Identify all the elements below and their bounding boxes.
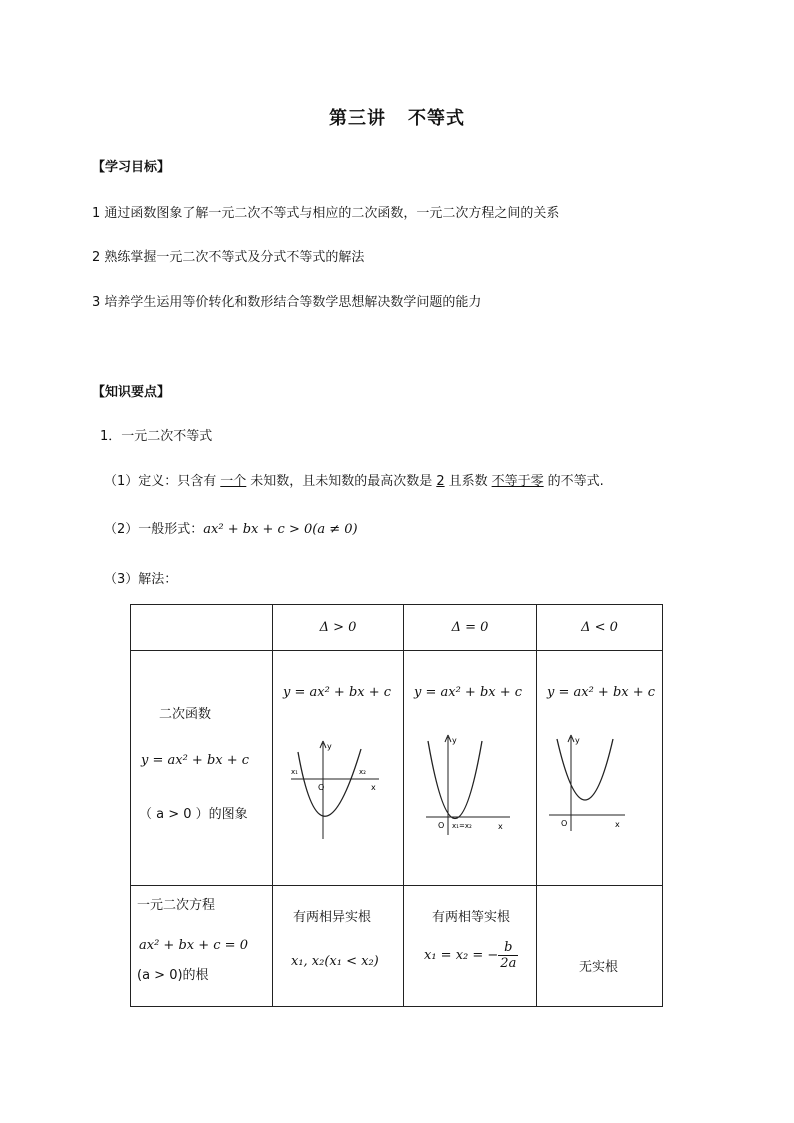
def-mid-1: 未知数，且未知数的最高次数是 <box>250 474 433 489</box>
title-sub: 不等式 <box>408 108 465 129</box>
parabola-curve <box>428 741 482 819</box>
table-row-roots <box>131 886 663 1007</box>
parabola-two-roots-graph <box>283 737 393 847</box>
roots-cell-zero <box>404 886 537 1007</box>
graph-cell-positive <box>273 651 404 886</box>
two-distinct-roots-formula: x₁, x₂(x₁ < x₂) <box>291 954 379 969</box>
graph-cell-zero <box>404 651 537 886</box>
svg-text:x₂: x₂ <box>359 768 366 776</box>
roots-cell-negative <box>537 886 663 1007</box>
svg-text:x₁=x₂: x₁=x₂ <box>452 822 472 830</box>
header-delta-zero: Δ = 0 <box>404 605 537 651</box>
header-delta-positive: Δ > 0 <box>273 605 404 651</box>
row-label-function <box>131 651 273 886</box>
svg-text:O: O <box>318 783 325 792</box>
equation-label: 一元二次方程 <box>137 898 216 913</box>
method-line: （3）解法： <box>104 572 178 587</box>
def-blank-3: 不等于零 <box>491 474 544 489</box>
two-distinct-roots-text: 有两相异实根 <box>293 910 372 925</box>
parabola-curve <box>557 739 613 800</box>
general-form-line <box>104 518 358 537</box>
no-real-roots-text: 无实根 <box>579 960 619 975</box>
svg-text:x: x <box>371 783 376 792</box>
function-condition: （ a > 0 ）的图象 <box>139 807 248 822</box>
general-prefix: （2）一般形式： <box>104 522 204 537</box>
svg-text:O: O <box>561 819 568 828</box>
solution-table <box>130 604 663 1007</box>
graph-formula-zero: y = ax² + bx + c <box>414 685 523 700</box>
equation-formula: ax² + bx + c = 0 <box>139 938 248 953</box>
def-suffix: 的不等式. <box>547 474 604 489</box>
def-blank-1: 一个 <box>220 474 247 489</box>
function-label: 二次函数 <box>159 707 212 722</box>
graph-formula-negative: y = ax² + bx + c <box>547 685 656 700</box>
parabola-no-root-graph <box>545 731 655 851</box>
goal-item-1: 1 通过函数图象了解一元二次不等式与相应的二次函数，一元二次方程之间的关系 <box>92 206 560 221</box>
def-blank-2: 2 <box>436 474 445 489</box>
row-label-equation <box>131 886 273 1007</box>
goal-item-2: 2 熟练掌握一元二次不等式及分式不等式的解法 <box>92 250 365 265</box>
parabola-curve <box>298 749 361 816</box>
equation-condition: (a > 0)的根 <box>137 968 209 983</box>
svg-text:x₁: x₁ <box>291 768 298 776</box>
header-delta-negative: Δ < 0 <box>537 605 663 651</box>
roots-cell-positive <box>273 886 404 1007</box>
function-formula: y = ax² + bx + c <box>141 753 250 768</box>
knowledge-item-1: 1．一元二次不等式 <box>100 429 213 444</box>
goals-heading: 【学习目标】 <box>92 160 171 175</box>
svg-text:O: O <box>438 821 445 830</box>
graph-formula-positive: y = ax² + bx + c <box>283 685 392 700</box>
parabola-double-root-graph <box>418 731 528 851</box>
page-title <box>0 104 794 130</box>
table-row-graph <box>131 651 663 886</box>
general-formula: ax² + bx + c > 0(a ≠ 0) <box>203 522 358 537</box>
svg-text:y: y <box>575 736 580 745</box>
svg-text:y: y <box>452 736 457 745</box>
definition-line <box>104 470 604 489</box>
title-main: 第三讲 <box>329 108 386 129</box>
graph-cell-negative <box>537 651 663 886</box>
table-header-row <box>131 605 663 651</box>
knowledge-heading: 【知识要点】 <box>92 385 171 400</box>
two-equal-roots-formula: x₁ = x₂ = − $\frac{b}{2a}$ <box>424 940 517 971</box>
def-mid-2: 且系数 <box>448 474 488 489</box>
two-equal-roots-text: 有两相等实根 <box>432 910 511 925</box>
goal-item-3: 3 培养学生运用等价转化和数形结合等数学思想解决数学问题的能力 <box>92 295 482 310</box>
svg-text:y: y <box>327 742 332 751</box>
svg-text:x: x <box>615 820 620 829</box>
svg-text:x: x <box>498 822 503 831</box>
def-prefix: （1）定义：只含有 <box>104 474 217 489</box>
header-empty-cell <box>131 605 273 651</box>
